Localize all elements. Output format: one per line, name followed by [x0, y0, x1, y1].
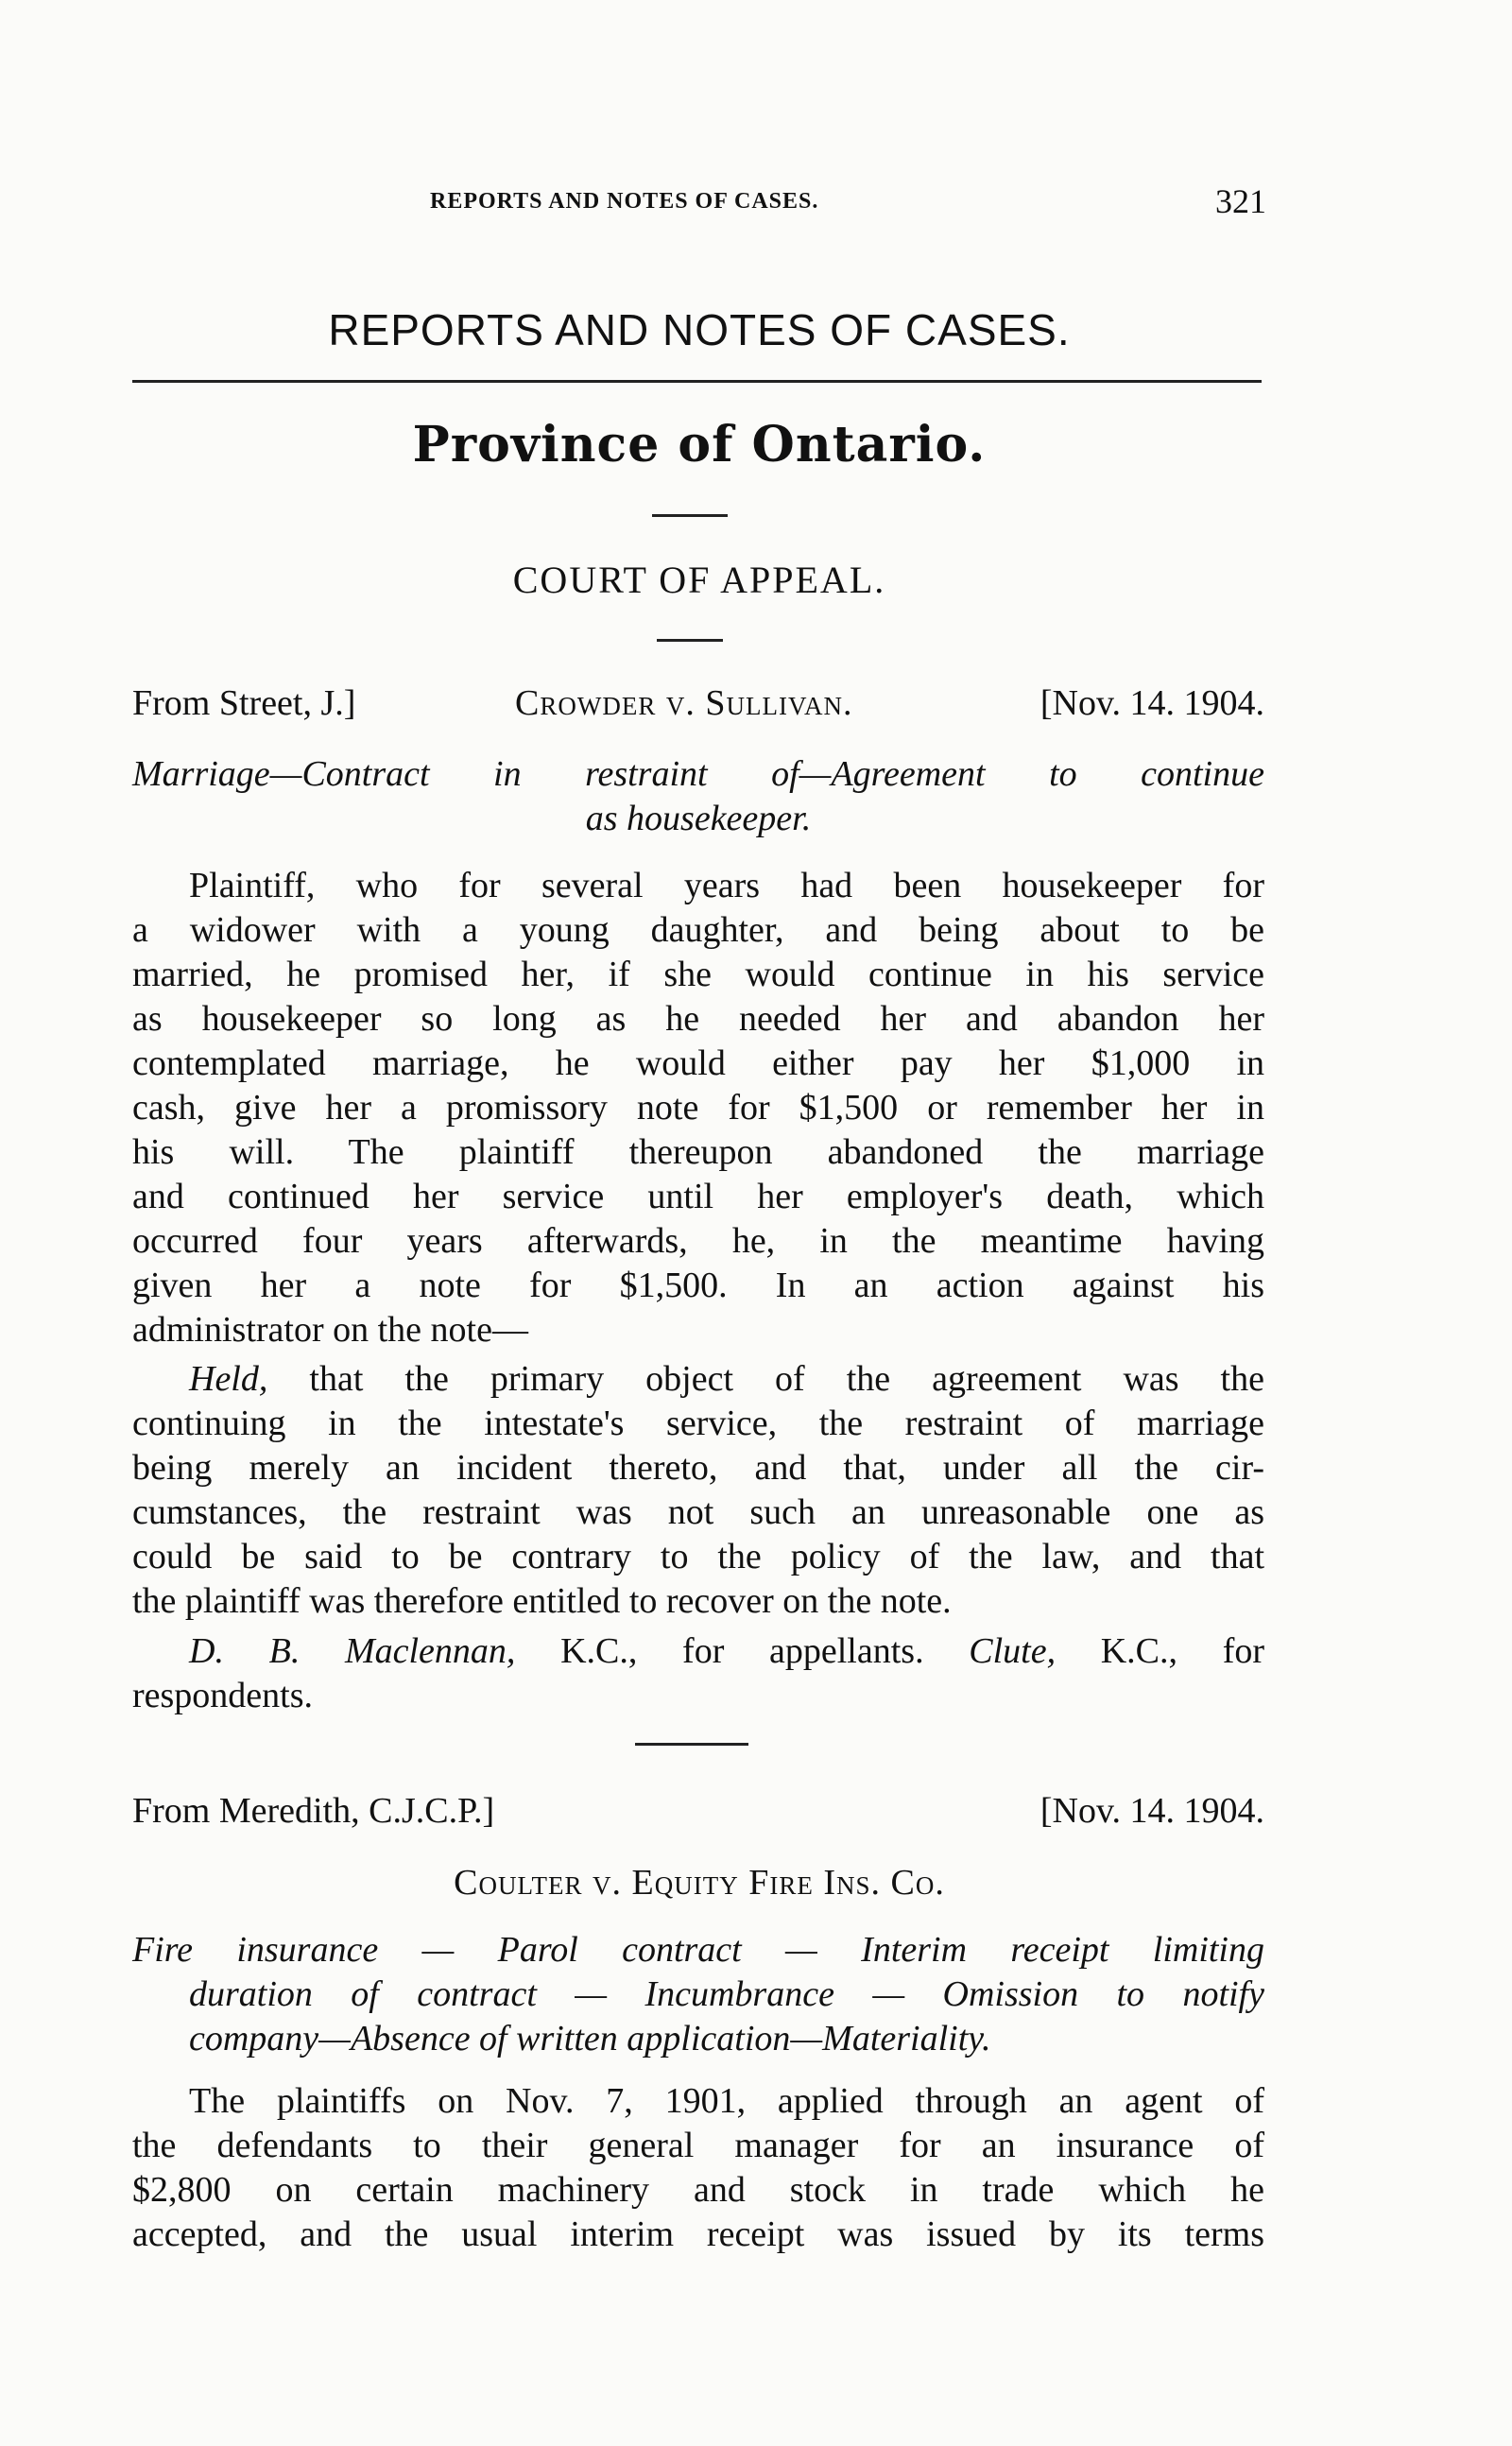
text-line: as housekeeper so long as he needed her and abandon her — [132, 999, 1264, 1039]
text-line — [132, 1629, 1264, 1674]
section-divider — [132, 380, 1262, 383]
province-title: Province of Ontario. — [412, 416, 987, 474]
text-line: and continued her service until her employer's death, which — [132, 1177, 1264, 1216]
held-text: that the primary object of the agreement was the — [267, 1359, 1264, 1399]
case2-date: [Nov. 14. 1904. — [1040, 1791, 1264, 1831]
court-title: COURT OF APPEAL. — [512, 559, 886, 601]
running-head — [132, 182, 1266, 227]
case2-headnote — [132, 1928, 1264, 2061]
text-line: Plaintiff, who for several years had been housekeeper for — [189, 866, 1264, 905]
counsel-text: K.C., for appellants. — [515, 1631, 970, 1671]
case1-header — [132, 682, 1264, 730]
running-title: REPORTS AND NOTES OF CASES. — [430, 189, 819, 214]
short-divider — [652, 514, 728, 517]
text-line: the plaintiff was therefore entitled to recover on the note. — [132, 1581, 952, 1621]
case1-from: From Street, J.] — [132, 683, 356, 723]
text-line: occurred four years afterwards, he, in the meantime having — [132, 1221, 1264, 1261]
text-line: married, he promised her, if she would continue in his service — [132, 955, 1264, 994]
text-line: could be said to be contrary to the policy of the law, and that — [132, 1537, 1264, 1576]
text-line: cash, give her a promissory note for $1,500 or remember her in — [132, 1088, 1264, 1128]
text-line: $2,800 on certain machinery and stock in trade which he — [132, 2170, 1264, 2210]
appellant-counsel: D. B. Maclennan, — [189, 1631, 516, 1671]
case2-from: From Meredith, C.J.C.P.] — [132, 1791, 495, 1831]
text-line: given her a note for $1,500. In an action against his — [132, 1266, 1264, 1305]
case1-headnote — [132, 752, 1264, 841]
headnote-line: Fire insurance — Parol contract — Interim receipt limiting — [132, 1930, 1264, 1970]
page-number: 321 — [1215, 182, 1266, 220]
headnote-line: company—Absence of written application—Materiality. — [189, 2019, 991, 2058]
text-line — [132, 1357, 1264, 1402]
case2-facts — [132, 2079, 1264, 2257]
case1-facts — [132, 864, 1264, 1352]
case1-date: [Nov. 14. 1904. — [1040, 683, 1264, 723]
held-word: Held, — [189, 1359, 268, 1399]
text-line: his will. The plaintiff thereupon abandoned the marriage — [132, 1132, 1264, 1172]
text-line: the defendants to their general manager for an insurance of — [132, 2126, 1264, 2165]
case2-title: Coulter v. Equity Fire Ins. Co. — [454, 1863, 945, 1903]
text-line: continuing in the intestate's service, the restraint of marriage — [132, 1404, 1264, 1443]
case1-title: Crowder v. Sullivan. — [515, 683, 853, 723]
headnote-line: Marriage—Contract in restraint of—Agreement to continue — [132, 754, 1264, 794]
case2-header — [132, 1790, 1264, 1837]
text-line: a widower with a young daughter, and being about to be — [132, 910, 1264, 950]
case1-counsel — [132, 1629, 1264, 1718]
text-line: cumstances, the restraint was not such an unreasonable one as — [132, 1492, 1264, 1532]
respondent-counsel: Clute, — [969, 1631, 1057, 1671]
counsel-text: K.C., for — [1056, 1631, 1264, 1671]
short-divider — [657, 639, 723, 642]
headnote-line: as housekeeper. — [585, 799, 812, 838]
text-line: being merely an incident thereto, and that, under all the cir- — [132, 1448, 1264, 1488]
text-line: respondents. — [132, 1676, 314, 1715]
text-line: The plaintiffs on Nov. 7, 1901, applied through an agent of — [189, 2081, 1264, 2121]
text-line: contemplated marriage, he would either pay her $1,000 in — [132, 1043, 1264, 1083]
section-title: REPORTS AND NOTES OF CASES. — [328, 305, 1071, 354]
headnote-line: duration of contract — Incumbrance — Omission to notify — [189, 1974, 1264, 2014]
case1-held — [132, 1357, 1264, 1624]
short-divider — [635, 1743, 748, 1746]
text-line: administrator on the note— — [132, 1310, 528, 1350]
text-line: accepted, and the usual interim receipt was issued by its terms — [132, 2214, 1264, 2254]
